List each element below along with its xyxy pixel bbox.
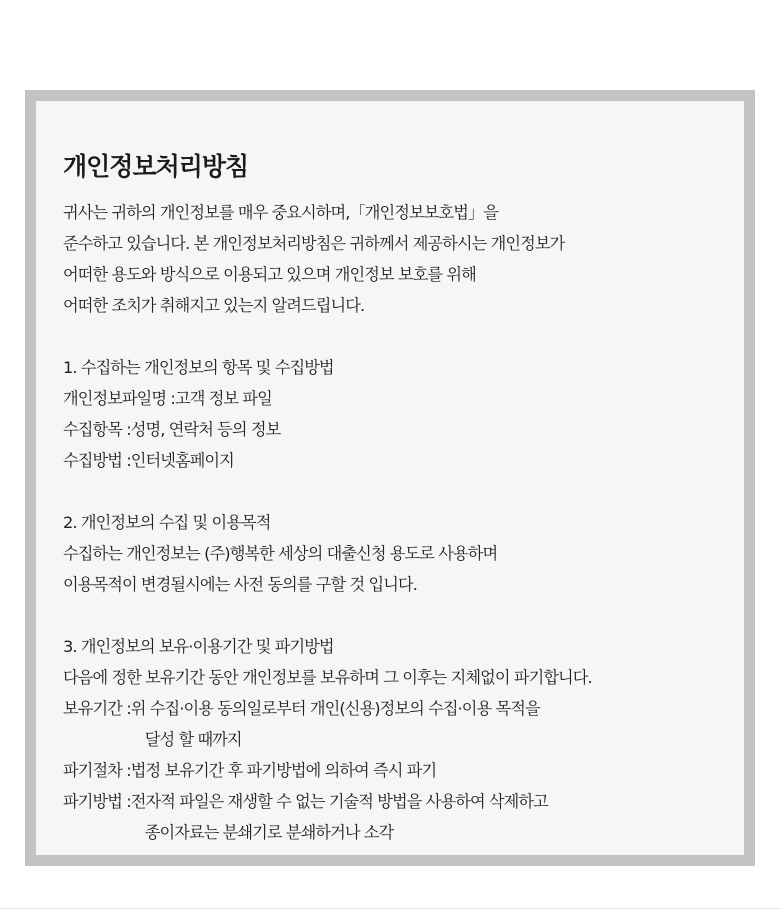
intro-line: 어떠한 조치가 취해지고 있는지 알려드립니다. xyxy=(63,296,365,315)
policy-panel xyxy=(36,101,744,855)
policy-frame xyxy=(25,90,755,866)
destruction-method-value: 전자적 파일은 재생할 수 없는 기술적 방법을 사용하여 삭제하고 종이자료는 분쇄기로 분쇄하거나 소각 xyxy=(130,792,548,842)
purpose-line: 수집하는 개인정보는 (주)행복한 세상의 대출신청 용도로 사용하며 xyxy=(63,544,498,563)
policy-intro xyxy=(63,197,726,321)
destruction-procedure-value: 법정 보유기간 후 파기방법에 의하여 즉시 파기 xyxy=(130,761,437,780)
section-collection-items xyxy=(63,352,726,476)
file-name-label: 개인정보파일명 : xyxy=(63,389,175,408)
destruction-method-row xyxy=(63,786,726,848)
retention-line: 다음에 정한 보유기간 동안 개인정보를 보유하며 그 이후는 지체없이 파기합니다. xyxy=(63,668,592,687)
retention-period-label: 보유기간 : xyxy=(63,699,131,718)
retention-period-row xyxy=(63,693,726,755)
collected-items-row xyxy=(63,414,726,445)
section-heading: 3. 개인정보의 보유·이용기간 및 파기방법 xyxy=(63,637,334,656)
section-retention xyxy=(63,631,726,848)
destruction-procedure-row xyxy=(63,755,726,786)
collected-items-value: 성명, 연락처 등의 정보 xyxy=(130,420,281,439)
page-divider xyxy=(0,908,780,909)
intro-line: 귀사는 귀하의 개인정보를 매우 중요시하며,「개인정보보호법」을 xyxy=(63,203,498,222)
collection-method-row xyxy=(63,445,726,476)
section-heading: 1. 수집하는 개인정보의 항목 및 수집방법 xyxy=(63,358,334,377)
intro-line: 어떠한 용도와 방식으로 이용되고 있으며 개인정보 보호를 위해 xyxy=(63,265,476,284)
collected-items-label: 수집항목 : xyxy=(63,420,131,439)
retention-period-value: 위 수집·이용 동의일로부터 개인(신용)정보의 수집·이용 목적을 달성 할 때까지 xyxy=(130,699,540,749)
policy-title: 개인정보처리방침 xyxy=(63,152,249,181)
purpose-line: 이용목적이 변경될시에는 사전 동의를 구할 것 입니다. xyxy=(63,575,417,594)
section-heading: 2. 개인정보의 수집 및 이용목적 xyxy=(63,513,271,532)
destruction-method-label: 파기방법 : xyxy=(63,792,131,811)
intro-line: 준수하고 있습니다. 본 개인정보처리방침은 귀하께서 제공하시는 개인정보가 xyxy=(63,234,565,253)
file-name-row xyxy=(63,383,726,414)
collection-method-value: 인터넷홈페이지 xyxy=(130,451,234,470)
file-name-value: 고객 정보 파일 xyxy=(174,389,272,408)
collection-method-label: 수집방법 : xyxy=(63,451,131,470)
section-purpose xyxy=(63,507,726,600)
destruction-procedure-label: 파기절차 : xyxy=(63,761,131,780)
